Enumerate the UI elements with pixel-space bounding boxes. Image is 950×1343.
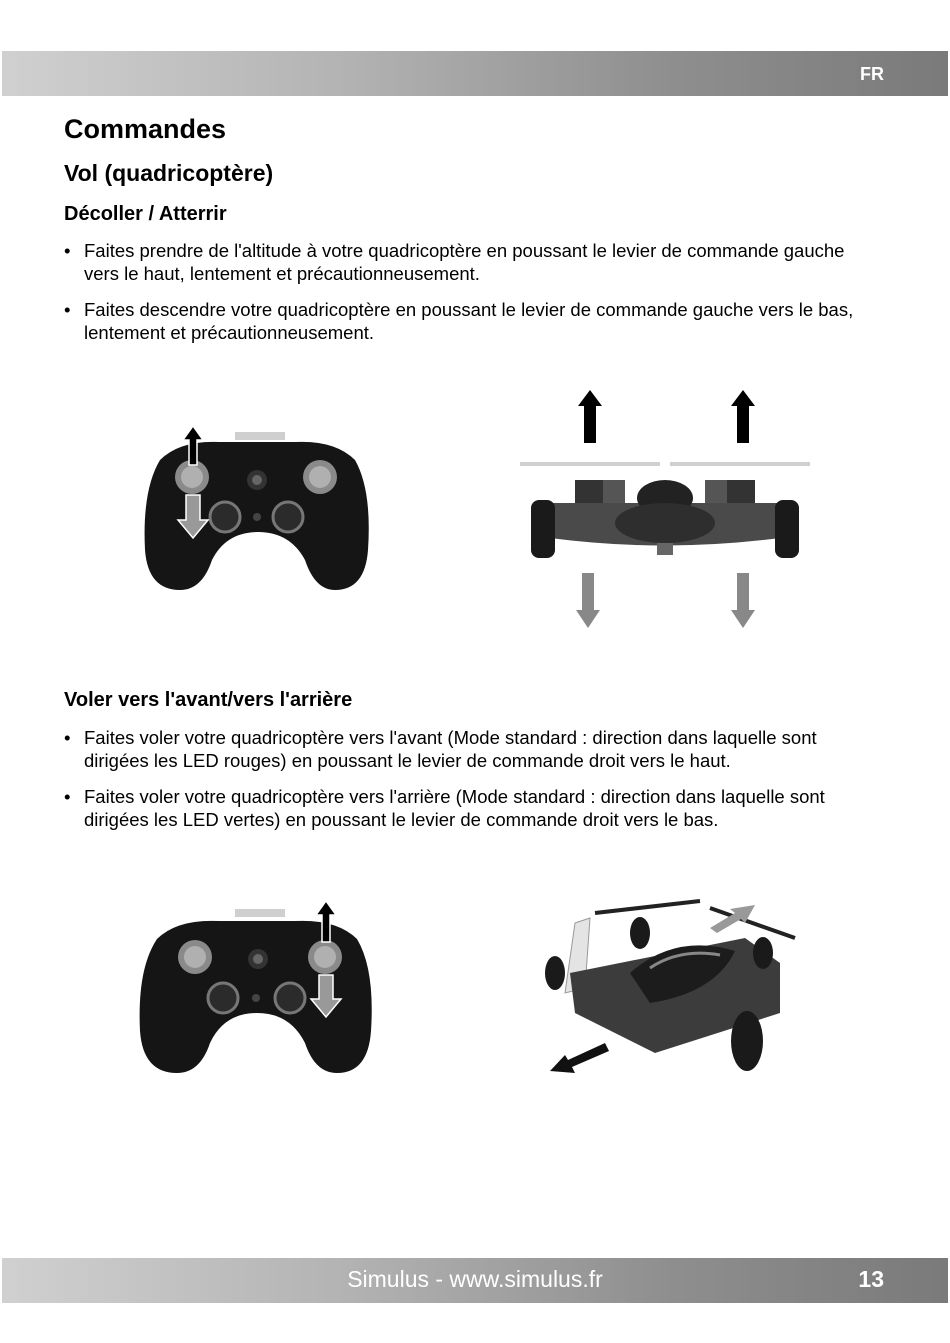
page-title: Commandes (64, 114, 227, 144)
list-item: • Faites prendre de l'altitude à votre quadricoptère en poussant le levier de commande gauche vers le haut, lentement et précautionneusement. (64, 239, 874, 285)
footer-text: Simulus - www.simulus.fr (347, 1266, 603, 1292)
drone-horizontal-illustration (535, 893, 805, 1083)
takeoff-landing-list (64, 239, 874, 357)
language-label: FR (860, 64, 884, 84)
section-title: Vol (quadricoptère) (64, 160, 274, 186)
arrow-down-icon (576, 573, 600, 628)
list-item: • Faites voler votre quadricoptère vers l'arrière (Mode standard : direction dans laquelle sont dirigées les LED vertes) en poussant le levier de commande droit vers le bas. (64, 785, 874, 831)
page-number: 13 (858, 1266, 884, 1292)
arrow-up-icon (578, 390, 602, 443)
list-item: • Faites voler votre quadricoptère vers l'avant (Mode standard : direction dans laquelle sont dirigées les LED rouges) en poussant le levier de commande droit vers le haut. (64, 726, 874, 772)
drone-vertical-illustration (515, 388, 815, 633)
takeoff-landing-heading: Décoller / Atterrir (64, 203, 227, 225)
controller-left-stick-illustration (140, 420, 375, 600)
arrow-down-icon (731, 573, 755, 628)
header-band (2, 51, 948, 96)
controller-right-stick-illustration (135, 897, 380, 1082)
footer-band (2, 1258, 948, 1303)
arrow-up-icon (731, 390, 755, 443)
arrow-backward-icon (550, 1043, 609, 1073)
forward-backward-list (64, 726, 874, 844)
forward-backward-heading: Voler vers l'avant/vers l'arrière (64, 689, 353, 711)
list-item: • Faites descendre votre quadricoptère en poussant le levier de commande gauche vers le bas, lentement et précautionneusement. (64, 298, 874, 344)
